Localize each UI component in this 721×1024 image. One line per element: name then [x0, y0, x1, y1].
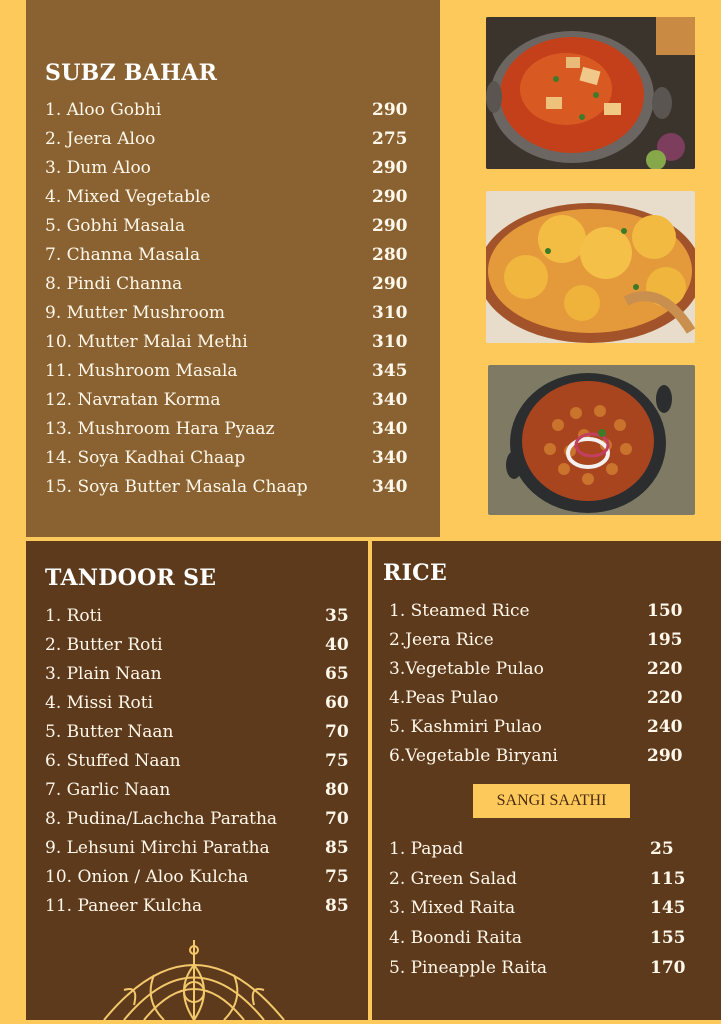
- rice-item-name: 4.Peas Pulao: [389, 688, 499, 708]
- sangi-item-price: 25: [650, 839, 674, 859]
- subz-item-name: 1. Aloo Gobhi: [45, 100, 162, 120]
- tandoor-item-name: 8. Pudina/Lachcha Paratha: [45, 809, 278, 829]
- rice-item-name: 6.Vegetable Biryani: [389, 746, 558, 766]
- rice-item-name: 5. Kashmiri Pulao: [389, 717, 542, 737]
- sangi-item-price: 170: [650, 957, 686, 978]
- subz-item-name: 10. Mutter Malai Methi: [45, 332, 248, 352]
- subz-item-price: 290: [372, 187, 408, 207]
- top-divider-line: [443, 0, 446, 540]
- section-title-sangi-saathi: SANGI SAATHI: [473, 784, 630, 818]
- rice-item-price: 290: [647, 746, 683, 766]
- tandoor-item-price: 70: [325, 722, 349, 742]
- subz-item-price: 290: [372, 158, 408, 178]
- tandoor-item-name: 11. Paneer Kulcha: [45, 896, 203, 916]
- sangi-item-name: 4. Boondi Raita: [389, 928, 522, 949]
- subz-item-name: 5. Gobhi Masala: [45, 216, 186, 236]
- tandoor-item-name: 3. Plain Naan: [45, 664, 162, 684]
- tandoor-item-name: 4. Missi Roti: [45, 693, 154, 713]
- subz-item-price: 340: [372, 448, 408, 468]
- curry-bowl-photo: [486, 17, 695, 169]
- rice-item-name: 1. Steamed Rice: [389, 601, 530, 621]
- rice-item-price: 220: [647, 659, 683, 679]
- sangi-item-price: 115: [650, 868, 686, 889]
- tandoor-item-name: 6. Stuffed Naan: [45, 751, 181, 771]
- subz-item-name: 9. Mutter Mushroom: [45, 303, 225, 323]
- sangi-item-price: 155: [650, 928, 686, 949]
- tandoor-item-price: 75: [325, 867, 349, 887]
- subz-item-name: 4. Mixed Vegetable: [45, 187, 211, 207]
- rice-item-name: 2.Jeera Rice: [389, 630, 494, 650]
- subz-item-name: 14. Soya Kadhai Chaap: [45, 448, 246, 468]
- mandala-ornament: [94, 930, 294, 1020]
- rice-item-price: 220: [647, 688, 683, 708]
- tandoor-item-price: 80: [325, 780, 349, 800]
- tandoor-item-price: 60: [325, 693, 349, 713]
- tandoor-item-name: 10. Onion / Aloo Kulcha: [45, 867, 249, 887]
- tandoor-item-price: 40: [325, 635, 349, 655]
- sangi-item-name: 5. Pineapple Raita: [389, 957, 548, 978]
- subz-item-price: 280: [372, 245, 408, 265]
- tandoor-item-price: 65: [325, 664, 349, 684]
- rice-item-price: 150: [647, 601, 683, 621]
- subz-item-price: 290: [372, 100, 408, 120]
- tandoor-item-price: 85: [325, 838, 349, 858]
- tandoor-item-name: 5. Butter Naan: [45, 722, 174, 742]
- subz-item-name: 3. Dum Aloo: [45, 158, 151, 178]
- tandoor-item-price: 70: [325, 809, 349, 829]
- tandoor-item-name: 2. Butter Roti: [45, 635, 163, 655]
- subz-item-price: 275: [372, 129, 408, 149]
- subz-item-price: 340: [372, 390, 408, 410]
- subz-item-price: 340: [372, 419, 408, 439]
- rice-item-price: 195: [647, 630, 683, 650]
- sangi-item-name: 1. Papad: [389, 839, 464, 859]
- sangi-item-price: 145: [650, 898, 686, 919]
- section-title-subz-bahar: SUBZ BAHAR: [45, 60, 218, 86]
- subz-item-price: 290: [372, 216, 408, 236]
- subz-item-price: 310: [372, 332, 408, 352]
- tandoor-item-price: 75: [325, 751, 349, 771]
- tandoor-item-name: 1. Roti: [45, 606, 102, 626]
- sangi-item-name: 2. Green Salad: [389, 868, 518, 889]
- subz-item-name: 13. Mushroom Hara Pyaaz: [45, 419, 275, 439]
- tandoor-item-price: 35: [325, 606, 349, 626]
- subz-item-price: 340: [372, 477, 408, 497]
- tandoor-item-name: 9. Lehsuni Mirchi Paratha: [45, 838, 270, 858]
- subz-item-name: 11. Mushroom Masala: [45, 361, 238, 381]
- subz-item-name: 8. Pindi Channa: [45, 274, 183, 294]
- subz-item-price: 310: [372, 303, 408, 323]
- subz-item-name: 15. Soya Butter Masala Chaap: [45, 477, 308, 497]
- dum-aloo-photo: [486, 191, 695, 343]
- rice-item-name: 3.Vegetable Pulao: [389, 659, 544, 679]
- chana-masala-photo: [488, 365, 695, 515]
- subz-item-price: 345: [372, 361, 408, 381]
- section-title-tandoor-se: TANDOOR SE: [45, 565, 217, 591]
- subz-item-name: 2. Jeera Aloo: [45, 129, 156, 149]
- subz-item-price: 290: [372, 274, 408, 294]
- section-title-rice: RICE: [383, 560, 448, 586]
- subz-item-name: 7. Channa Masala: [45, 245, 201, 265]
- rice-item-price: 240: [647, 717, 683, 737]
- sangi-item-name: 3. Mixed Raita: [389, 898, 516, 919]
- tandoor-item-price: 85: [325, 896, 349, 916]
- subz-item-name: 12. Navratan Korma: [45, 390, 221, 410]
- left-border-line: [20, 0, 23, 1020]
- tandoor-item-name: 7. Garlic Naan: [45, 780, 171, 800]
